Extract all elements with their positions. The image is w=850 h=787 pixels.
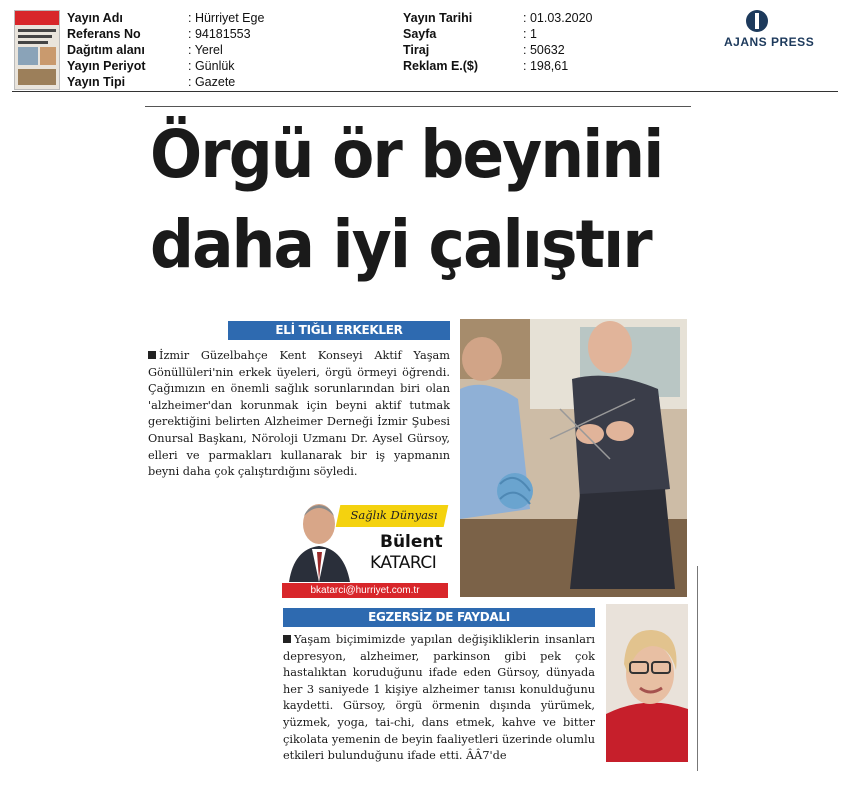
value-sayfa: : 1 [523, 27, 537, 41]
knitting-men-photo [460, 319, 687, 597]
meta-values-left [188, 10, 264, 90]
value-yayin-periyot: : Günlük [188, 59, 235, 73]
label-yayin-tipi: Yayın Tipi [67, 75, 126, 89]
label-yayin-tarihi: Yayın Tarihi [403, 11, 473, 25]
label-tiraj: Tiraj [403, 43, 430, 57]
article-headline [150, 110, 663, 290]
article-paragraph-2 [283, 632, 595, 765]
label-yayin-periyot: Yayın Periyot [67, 59, 146, 73]
dr-aysel-gursoy-photo [606, 604, 688, 762]
headline-line-1: Örgü ör beynini [150, 116, 663, 193]
paragraph-bullet-square [283, 635, 291, 643]
columnist-banner-text: Sağlık Dünyası [350, 508, 438, 522]
label-dagitim-alani: Dağıtım alanı [67, 43, 145, 57]
label-referans-no: Referans No [67, 27, 141, 41]
headline-line-2: daha iyi çalıştır [150, 206, 651, 283]
label-yayin-adi: Yayın Adı [67, 11, 123, 25]
value-dagitim-alani: : Yerel [188, 43, 223, 57]
value-referans-no: : 94181553 [188, 27, 251, 41]
columnist-last-name: KATARCI [370, 553, 437, 573]
paragraph-bullet-square [148, 351, 156, 359]
value-yayin-tarihi: : 01.03.2020 [523, 11, 593, 25]
value-yayin-adi: : Hürriyet Ege [188, 11, 265, 25]
header-divider [12, 91, 838, 92]
clipping-right-rule [697, 566, 698, 771]
ajans-press-logo-text: AJANS PRESS [724, 35, 815, 49]
meta-labels-right [403, 10, 478, 74]
columnist-email: bkatarci@hurriyet.com.tr [282, 583, 448, 598]
value-yayin-tipi: : Gazete [188, 75, 236, 89]
label-reklam: Reklam E.($) [403, 59, 479, 73]
paragraph-2-text: Yaşam biçimimizde yapılan değişikliklerin insanları depresyon, alzheimer, parkinson gibi pek çok hastalıktan koruduğunu ifade eden Gürsoy, dünyada her 3 saniyede 1 kişiye alzheimer tanısı konulduğunu kaydetti. Gürsoy, örgü örmenin dışında yürümek, yüzmek, yoga, tai-chi, dans etmek, kahve ve bitter çikolata yemenin de beyin faaliyetleri üzerinde olumlu etkileri bulunduğunu ifade etti. ÂÂ7'de [283, 633, 595, 763]
meta-values-right [523, 10, 593, 74]
value-reklam: : 198,61 [523, 59, 569, 73]
newspaper-thumbnail [14, 10, 60, 90]
paragraph-1-text: İzmir Güzelbahçe Kent Konseyi Aktif Yaşam Gönüllüleri'nin erkek üyeleri, örgü örmeyi öğrendi. Çağımızın en önemli sağlık sorunlarından biri olan 'alzheimer'dan korunmak için beyni aktif tutmak gerektiğini belirten Alzheimer Derneği İzmir Şubesi Onursal Başkanı, Nöroloji Uzmanı Dr. Aysel Gürsoy, elleri ve parmakları kullanarak bir iş yapmanın beyni daha çok çalıştırdığını söyledi. [148, 349, 450, 479]
meta-labels-left [67, 10, 146, 90]
byline-bar: ELİ TIĞLI ERKEKLER [228, 321, 450, 340]
clipping-top-rule [145, 106, 691, 107]
label-sayfa: Sayfa [403, 27, 437, 41]
article-paragraph-1 [148, 348, 450, 481]
columnist-first-name: Bülent [380, 532, 443, 552]
section-heading-egzersiz: EGZERSİZ DE FAYDALI [283, 608, 595, 627]
value-tiraj: : 50632 [523, 43, 565, 57]
ajans-press-logo-icon [746, 10, 768, 32]
